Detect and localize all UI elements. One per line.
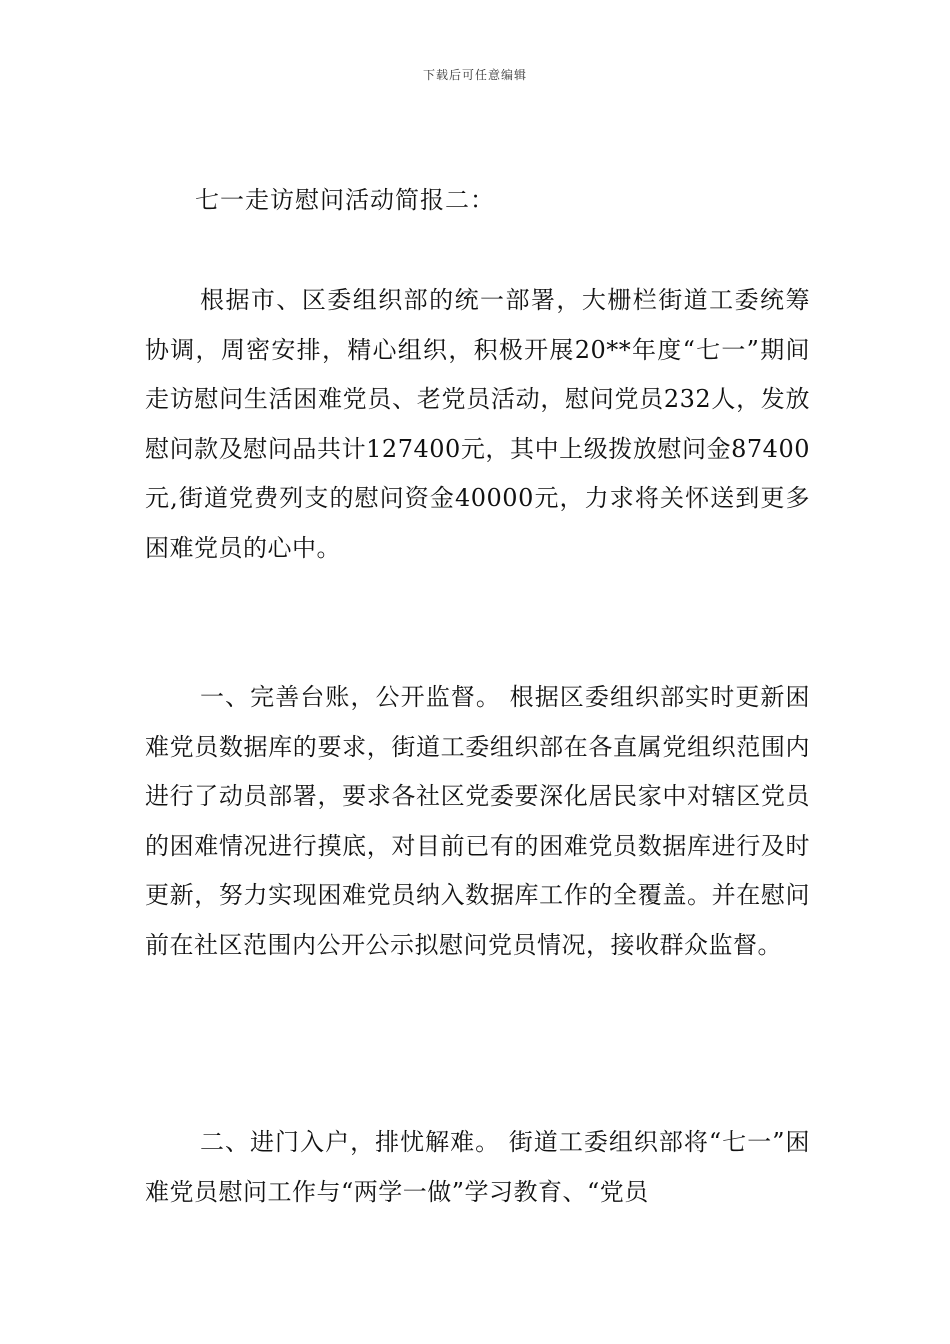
paragraph-section-2: 二、进门入户，排忧解难。 街道工委组织部将“七一”困难党员慰问工作与“两学一做”学习教育、“党员 xyxy=(145,1128,810,1206)
document-title: 七一走访慰问活动简报二： xyxy=(195,186,495,214)
paragraph-intro: 根据市、区委组织部的统一部署，大栅栏街道工委统筹协调，周密安排，精心组织，积极开展20**年度“七一”期间走访慰问生活困难党员、老党员活动，慰问党员232人，发放慰问款及慰问品共计127400元，其中上级拨放慰问金87400元,街道党费列支的慰问资金40000元，力求将关怀送到更多困难党员的心中。 xyxy=(145,286,810,562)
page-header: 下载后可任意编辑 xyxy=(422,68,527,82)
paragraph-section-1: 一、完善台账，公开监督。 根据区委组织部实时更新困难党员数据库的要求，街道工委组织部在各直属党组织范围内进行了动员部署，要求各社区党委要深化居民家中对辖区党员的困难情况进行摸底，对目前已有的困难党员数据库进行及时更新，努力实现困难党员纳入数据库工作的全覆盖。并在慰问前在社区范围内公开公示拟慰问党员情况，接收群众监督。 xyxy=(145,683,810,959)
